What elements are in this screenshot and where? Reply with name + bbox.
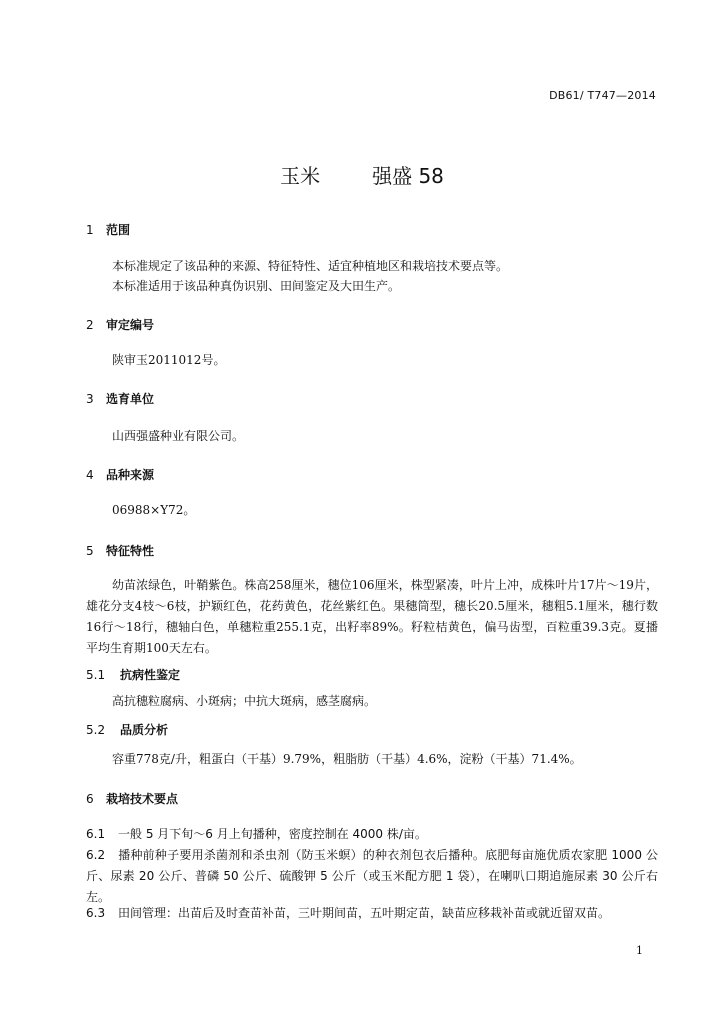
section-2-text: 陕审玉2011012号。 bbox=[112, 353, 226, 367]
title-variety: 强盛 58 bbox=[372, 164, 444, 188]
section-6-2: 6.2 播种前种子要用杀菌剂和杀虫剂（防玉米螟）的种衣剂包衣后播种。底肥每亩施优质农家肥 1000 公斤、尿素 20 公斤、普磷 50 公斤、硫酸钾 5 公斤（或玉米配方肥 1 袋），在喇叭口期追施尿素 30 公斤右左。 bbox=[86, 848, 658, 904]
section-heading-4: 4 品种来源 bbox=[86, 468, 155, 482]
standard-code: DB61/ T747—2014 bbox=[549, 89, 656, 102]
section-6-3: 6.3 田间管理：出苗后及时查苗补苗，三叶期间苗，五叶期定苗，缺苗应移栽补苗或就近留双苗。 bbox=[86, 906, 611, 920]
section-3-text: 山西强盛种业有限公司。 bbox=[112, 429, 245, 443]
section-5-1-text: 高抗穗粒腐病、小斑病；中抗大斑病，感茎腐病。 bbox=[112, 694, 377, 708]
section-heading-5-2: 5.2 品质分析 bbox=[86, 723, 169, 737]
section-heading-5-1: 5.1 抗病性鉴定 bbox=[86, 668, 181, 682]
section-4-text: 06988×Y72。 bbox=[112, 503, 196, 517]
section-6-1: 6.1 一般 5 月下旬～6 月上旬播种，密度控制在 4000 株/亩。 bbox=[86, 827, 427, 841]
document-title bbox=[0, 160, 724, 189]
section-heading-2: 2 审定编号 bbox=[86, 318, 155, 332]
section-heading-3: 3 选育单位 bbox=[86, 392, 155, 406]
section-5-text: 幼苗浓绿色，叶鞘紫色。株高258厘米，穗位106厘米，株型紧凑，叶片上冲，成株叶片17片～19片，雄花分支4枝～6枝，护颖红色，花药黄色，花丝紫红色。果穗筒型，穗长20.5厘米，穗粗5.1厘米，穗行数16行～18行，穗轴白色，单穗粒重255.1克，出籽率89%。籽粒桔黄色，偏马齿型，百粒重39.3克。夏播平均生育期100天左右。 bbox=[86, 578, 658, 655]
section-1-line-1: 本标准规定了该品种的来源、特征特性、适宜种植地区和栽培技术要点等。 bbox=[112, 259, 509, 273]
page-number: 1 bbox=[636, 944, 643, 957]
section-heading-5: 5 特征特性 bbox=[86, 544, 155, 558]
section-5-2-text: 容重778克/升，粗蛋白（干基）9.79%，粗脂肪（干基）4.6%，淀粉（干基）71.4%。 bbox=[112, 752, 582, 766]
section-heading-1: 1 范围 bbox=[86, 223, 131, 237]
title-crop: 玉米 bbox=[280, 164, 321, 188]
section-1-line-2: 本标准适用于该品种真伪识别、田间鉴定及大田生产。 bbox=[112, 279, 401, 293]
section-heading-6: 6 栽培技术要点 bbox=[86, 792, 179, 806]
